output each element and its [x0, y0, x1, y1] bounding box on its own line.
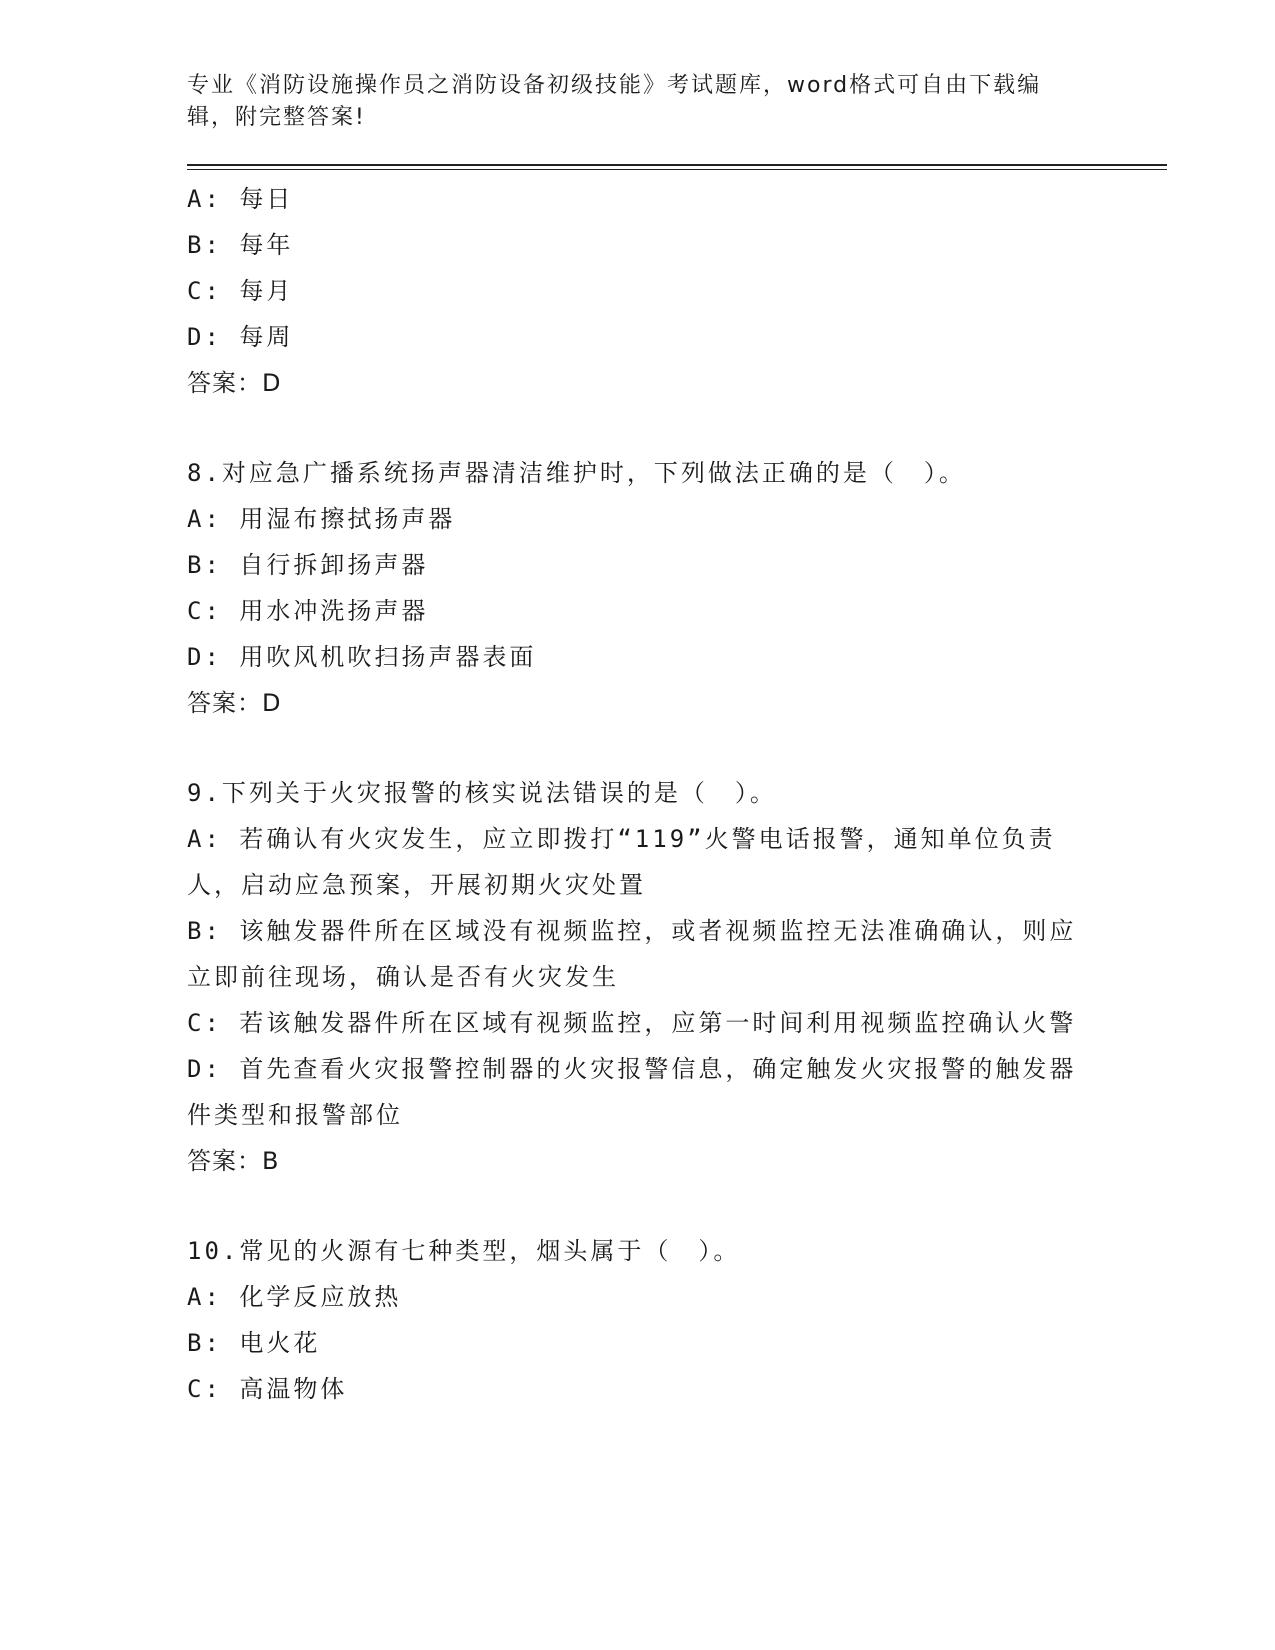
question-7 [187, 176, 1167, 406]
question-9 [187, 770, 1167, 1184]
option-b: B: 该触发器件所在区域没有视频监控，或者视频监控无法准确确认，则应立即前往现场，确认是否有火灾发生 [187, 917, 1077, 991]
question-stem: 9.下列关于火灾报警的核实说法错误的是（ ）。 [187, 779, 777, 807]
header-divider [187, 164, 1167, 166]
option-a: A: 每日 [187, 185, 294, 213]
question-10 [187, 1228, 1167, 1412]
answer-line: 答案：B [187, 1147, 280, 1175]
option-c: C: 高温物体 [187, 1375, 348, 1403]
option-a: A: 用湿布擦拭扬声器 [187, 505, 456, 533]
option-a: A: 若确认有火灾发生，应立即拨打“119”火警电话报警，通知单位负责人，启动应急预案，开展初期火灾处置 [187, 825, 1056, 899]
option-b: B: 自行拆卸扬声器 [187, 551, 429, 579]
document-page [187, 70, 1167, 1412]
option-d: D: 首先查看火灾报警控制器的火灾报警信息，确定触发火灾报警的触发器件类型和报警部位 [187, 1055, 1077, 1129]
option-b: B: 电火花 [187, 1329, 321, 1357]
option-d: D: 每周 [187, 323, 294, 351]
option-b: B: 每年 [187, 231, 294, 259]
answer-line: 答案：D [187, 369, 282, 397]
answer-line: 答案：D [187, 689, 282, 717]
option-c: C: 若该触发器件所在区域有视频监控，应第一时间利用视频监控确认火警 [187, 1009, 1077, 1037]
question-stem: 8.对应急广播系统扬声器清洁维护时，下列做法正确的是（ ）。 [187, 459, 966, 487]
question-8 [187, 450, 1167, 726]
question-stem: 10.常见的火源有七种类型，烟头属于（ ）。 [187, 1237, 741, 1265]
option-a: A: 化学反应放热 [187, 1283, 402, 1311]
option-c: C: 每月 [187, 277, 294, 305]
option-c: C: 用水冲洗扬声器 [187, 597, 429, 625]
question-list [187, 176, 1167, 1412]
option-d: D: 用吹风机吹扫扬声器表面 [187, 643, 537, 671]
document-header-title: 专业《消防设施操作员之消防设备初级技能》考试题库，word格式可自由下载编辑，附完整答案! [187, 73, 1042, 130]
